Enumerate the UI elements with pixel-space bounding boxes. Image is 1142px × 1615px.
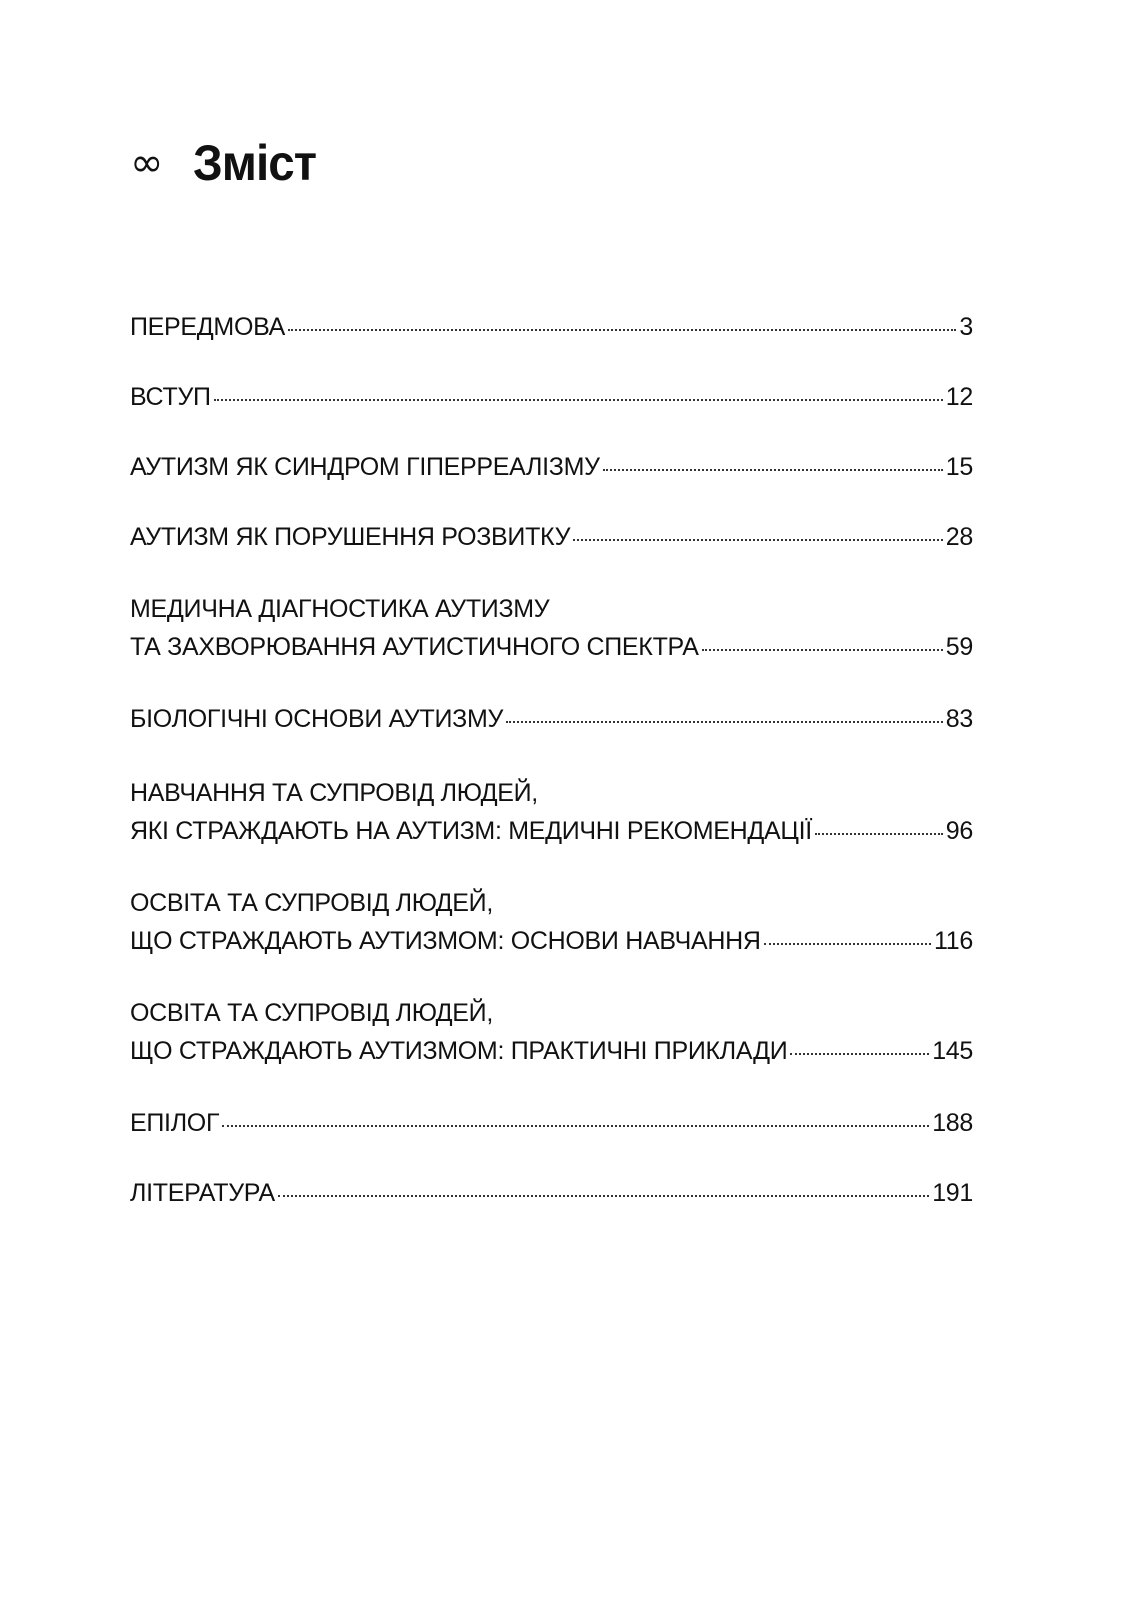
toc-entry-title: ЩО СТРАЖДАЮТЬ АУТИЗМОМ: ПРАКТИЧНІ ПРИКЛАДИ	[130, 1037, 788, 1065]
toc-entry-title-line: МЕДИЧНА ДІАГНОСТИКА АУТИЗМУ	[130, 595, 550, 623]
dot-leader	[702, 649, 943, 651]
toc-entry-title: ЛІТЕРАТУРА	[130, 1179, 275, 1207]
toc-entry-title: ЩО СТРАЖДАЮТЬ АУТИЗМОМ: ОСНОВИ НАВЧАННЯ	[130, 927, 761, 955]
toc-entry-title: ВСТУП	[130, 383, 211, 411]
toc-entry-page: 116	[934, 927, 973, 955]
toc-entry-page: 12	[945, 383, 973, 411]
toc-entry-page: 83	[945, 705, 973, 733]
toc-entry-page: 3	[959, 313, 973, 341]
dot-leader	[288, 329, 956, 331]
toc-entry-title: АУТИЗМ ЯК ПОРУШЕННЯ РОЗВИТКУ	[130, 523, 571, 551]
toc-entry-page: 28	[945, 523, 973, 551]
toc-entry-title: ЯКІ СТРАЖДАЮТЬ НА АУТИЗМ: МЕДИЧНІ РЕКОМЕНДАЦІЇ	[130, 817, 812, 845]
toc-entry-title: АУТИЗМ ЯК СИНДРОМ ГІПЕРРЕАЛІЗМУ	[130, 453, 600, 481]
toc-entry-page: 191	[932, 1179, 973, 1207]
toc-entry[interactable]	[130, 518, 973, 556]
dot-leader	[214, 399, 943, 401]
toc-entry[interactable]	[130, 700, 973, 738]
dot-leader	[278, 1195, 929, 1197]
toc-entry[interactable]	[130, 774, 973, 850]
toc-entry-page: 188	[932, 1109, 973, 1137]
toc-entry[interactable]	[130, 448, 973, 486]
dot-leader	[603, 469, 943, 471]
dot-leader	[573, 539, 943, 541]
toc-entry[interactable]	[130, 1104, 973, 1142]
toc-entry-title: ТА ЗАХВОРЮВАННЯ АУТИСТИЧНОГО СПЕКТРА	[130, 633, 699, 661]
toc-entry-page: 145	[932, 1037, 973, 1065]
page-heading	[130, 135, 323, 191]
toc-entry-title-line: НАВЧАННЯ ТА СУПРОВІД ЛЮДЕЙ,	[130, 779, 538, 807]
dot-leader	[815, 833, 943, 835]
toc-entry-title: БІОЛОГІЧНІ ОСНОВИ АУТИЗМУ	[130, 705, 504, 733]
toc-entry-title: ЕПІЛОГ	[130, 1109, 220, 1137]
infinity-icon: ∞	[130, 140, 164, 186]
toc-entry-title: ПЕРЕДМОВА	[130, 313, 286, 341]
toc-entry-page: 15	[945, 453, 973, 481]
toc-entry-title-line: ОСВІТА ТА СУПРОВІД ЛЮДЕЙ,	[130, 889, 493, 917]
toc-entry[interactable]	[130, 994, 973, 1070]
toc-entry[interactable]	[130, 590, 973, 666]
dot-leader	[506, 721, 943, 723]
toc-entry[interactable]	[130, 308, 973, 346]
dot-leader	[790, 1053, 929, 1055]
toc-entry[interactable]	[130, 884, 973, 960]
toc-entry[interactable]	[130, 378, 973, 416]
toc-entry-title-line: ОСВІТА ТА СУПРОВІД ЛЮДЕЙ,	[130, 999, 493, 1027]
dot-leader	[222, 1125, 929, 1127]
toc-entry-page: 59	[945, 633, 973, 661]
page-title: Зміст	[193, 135, 317, 191]
dot-leader	[764, 943, 931, 945]
toc-entry-page: 96	[945, 817, 973, 845]
toc-entry[interactable]	[130, 1174, 973, 1212]
